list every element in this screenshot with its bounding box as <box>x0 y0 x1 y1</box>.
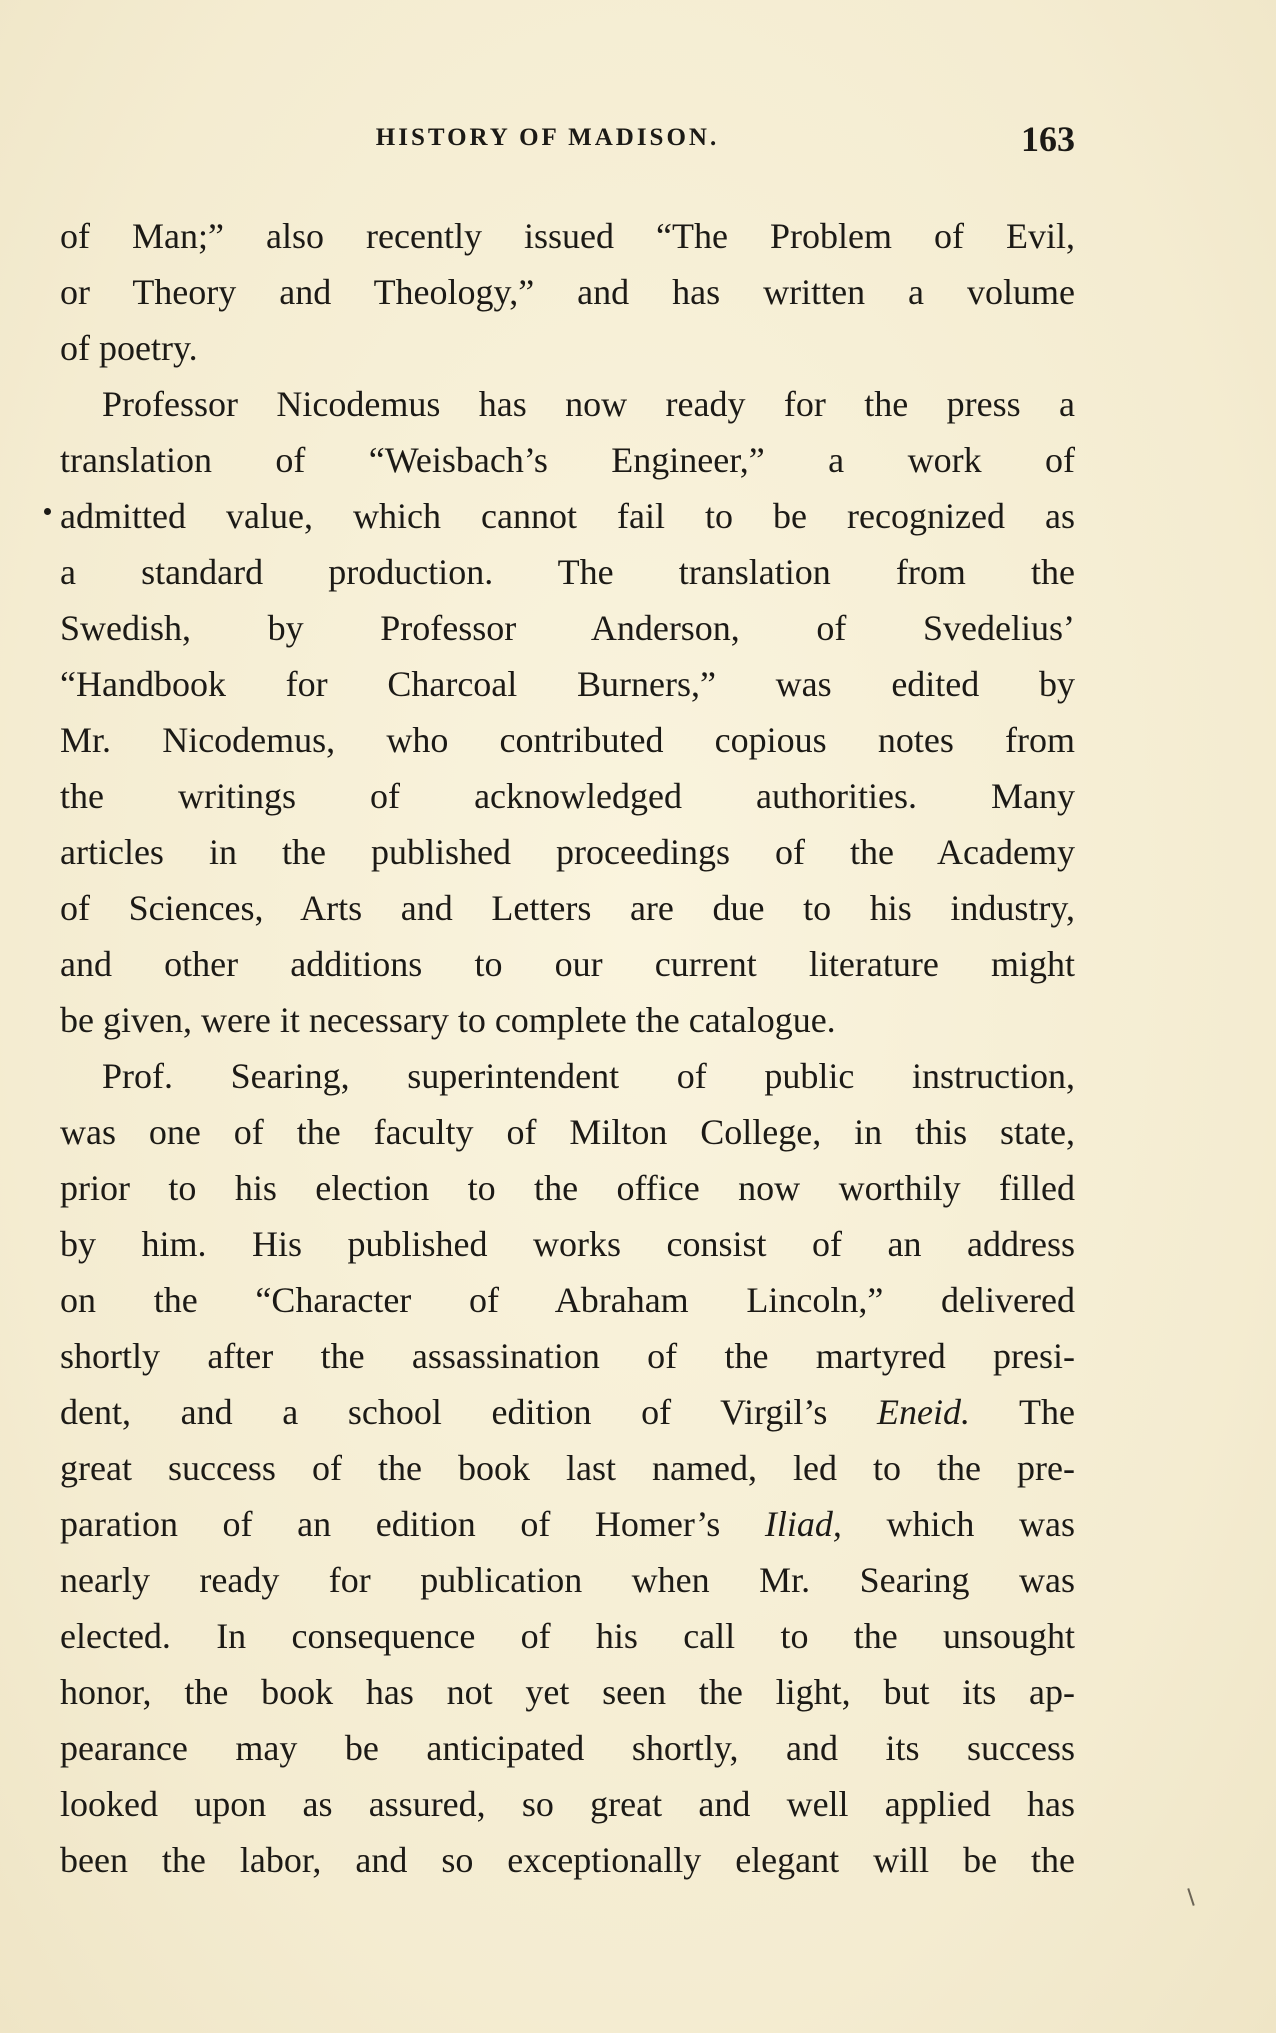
text-line: of Sciences, Arts and Letters are due to his industry, <box>60 888 1075 928</box>
text-line-with-italic <box>60 1496 1075 1552</box>
text-line: was one of the faculty of Milton College, in this state, <box>60 1112 1075 1152</box>
text-line: Swedish, by Professor Anderson, of Svedelius’ <box>60 608 1075 648</box>
text-line: been the labor, and so exceptionally elegant will be the <box>60 1840 1075 1880</box>
text-line: translation of “Weisbach’s Engineer,” a work of <box>60 440 1075 480</box>
text-line: prior to his election to the office now worthily filled <box>60 1168 1075 1208</box>
running-title: HISTORY OF MADISON. <box>375 124 720 151</box>
text-line: Mr. Nicodemus, who contributed copious notes from <box>60 720 1075 760</box>
text-line: of poetry. <box>60 328 198 368</box>
text-line: Prof. Searing, superintendent of public instruction, <box>102 1056 1075 1096</box>
text-line: looked upon as assured, so great and well applied has <box>60 1784 1075 1824</box>
text-line: and other additions to our current literature might <box>60 944 1075 984</box>
text-line: elected. In consequence of his call to the unsought <box>60 1616 1075 1656</box>
text-line: a standard production. The translation from the <box>60 552 1075 592</box>
text-line: admitted value, which cannot fail to be recognized as <box>60 496 1075 536</box>
text-line: articles in the published proceedings of the Academy <box>60 832 1075 872</box>
text-segment: The <box>970 1392 1075 1432</box>
text-line: on the “Character of Abraham Lincoln,” delivered <box>60 1280 1075 1320</box>
running-header <box>60 118 1075 158</box>
italic-title-eneid: Eneid. <box>877 1392 971 1432</box>
text-line: of Man;” also recently issued “The Problem of Evil, <box>60 216 1075 256</box>
italic-title-iliad: Iliad, <box>764 1504 842 1544</box>
text-line: nearly ready for publication when Mr. Searing was <box>60 1560 1075 1600</box>
text-line: Professor Nicodemus has now ready for the press a <box>102 384 1075 424</box>
text-line: be given, were it necessary to complete the catalogue. <box>60 1000 836 1040</box>
text-line: honor, the book has not yet seen the light, but its ap- <box>60 1672 1075 1712</box>
body-text <box>60 208 1075 1888</box>
text-line: “Handbook for Charcoal Burners,” was edited by <box>60 664 1075 704</box>
text-line: great success of the book last named, led to the pre- <box>60 1448 1075 1488</box>
page-number: 163 <box>1021 119 1075 159</box>
text-segment: dent, and a school edition of Virgil’s <box>60 1392 828 1432</box>
text-line: shortly after the assassination of the martyred presi- <box>60 1336 1075 1376</box>
text-segment: which was <box>841 1504 1075 1544</box>
text-line-with-italic <box>60 1384 1075 1440</box>
text-line: by him. His published works consist of an address <box>60 1224 1075 1264</box>
text-line: the writings of acknowledged authorities. Many <box>60 776 1075 816</box>
margin-mark <box>44 508 51 515</box>
text-line: or Theory and Theology,” and has written a volume <box>60 272 1075 312</box>
margin-pencil-mark <box>1187 1888 1194 1906</box>
text-line: pearance may be anticipated shortly, and its success <box>60 1728 1075 1768</box>
text-segment: paration of an edition of Homer’s <box>60 1504 721 1544</box>
